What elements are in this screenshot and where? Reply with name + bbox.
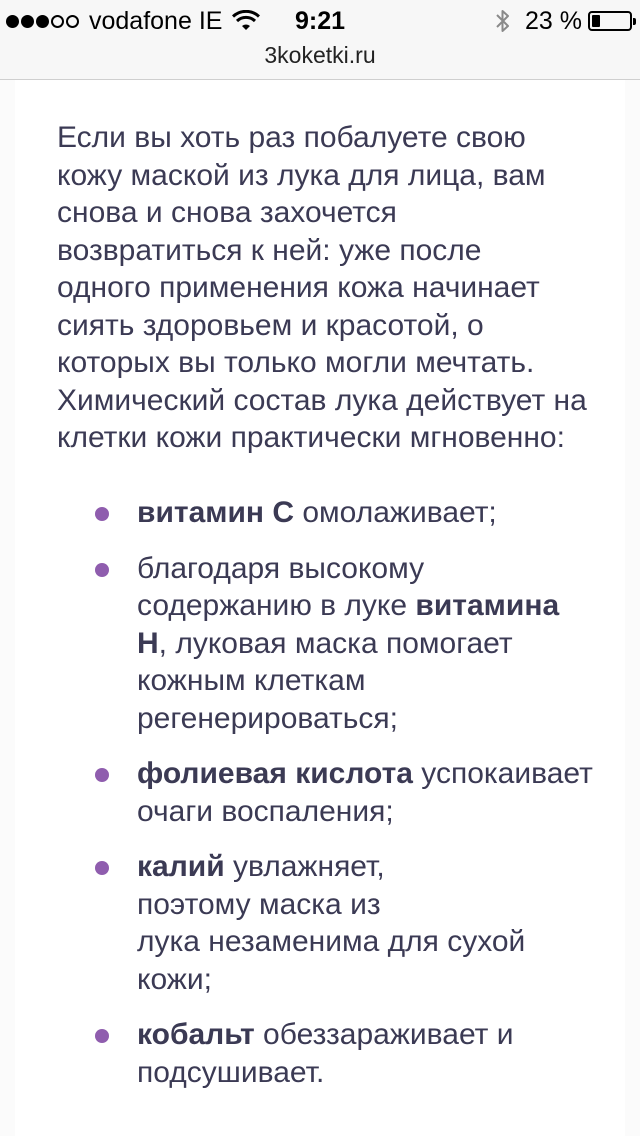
list-item-term: витамина <box>415 589 560 622</box>
page-content <box>0 80 640 1136</box>
intro-line: возвратиться к ней: уже после <box>57 233 482 267</box>
list-item-text: благодаря высокому <box>137 551 425 585</box>
list-item-text: лука незаменима для сухой <box>137 925 526 958</box>
bullet-marker-icon <box>95 507 109 521</box>
address-bar[interactable] <box>0 40 640 80</box>
bullet-marker-icon <box>95 861 109 875</box>
list-item-line <box>137 625 625 663</box>
list-item-text: очаги воспаления; <box>137 794 394 828</box>
intro-line: клетки кожи практически мгновенно: <box>57 421 565 454</box>
intro-line: кожу маской из лука для лица, вам <box>57 158 546 192</box>
list-item-term: фолиевая кислота <box>137 757 413 790</box>
bullet-marker-icon <box>95 563 109 577</box>
clock: 9:21 <box>294 7 346 35</box>
list-item-text: поэтому маска из <box>137 887 381 921</box>
list-item-text: увлажняет, <box>224 850 385 883</box>
bluetooth-icon <box>495 8 511 34</box>
list-item-vitamin-c <box>15 494 625 532</box>
list-item-cobalt <box>15 1016 625 1091</box>
battery-icon <box>588 11 632 31</box>
list-item-text: содержанию в луке <box>137 589 416 622</box>
list-item-potassium <box>15 848 625 998</box>
intro-line: которых вы только могли мечтать. <box>57 346 535 379</box>
list-item-text: обеззараживает и <box>254 1018 514 1051</box>
battery-level-fill <box>592 15 600 27</box>
list-item-line <box>137 1016 625 1054</box>
url-domain[interactable]: 3koketki.ru <box>264 42 376 68</box>
list-item-text: регенерироваться; <box>137 701 398 735</box>
list-item-line <box>137 848 625 886</box>
intro-line: снова и снова захочется <box>57 196 397 229</box>
intro-line: сиять здоровьем и красотой, о <box>57 308 484 342</box>
list-item-term: калий <box>137 850 225 883</box>
list-item-term: Н <box>137 626 159 660</box>
battery-percent: 23 % <box>525 6 582 35</box>
carrier-name: vodafone IE <box>89 6 223 35</box>
status-bar <box>0 0 640 40</box>
list-item-line <box>137 755 625 793</box>
list-item-text: , луковая маска помогает <box>158 626 513 660</box>
list-item-term: витамин С <box>137 496 295 529</box>
bullet-marker-icon <box>95 1029 109 1043</box>
list-item-text: кожи; <box>137 962 212 996</box>
list-item-line <box>137 494 625 532</box>
bullet-marker-icon <box>95 768 109 782</box>
list-item-text: омолаживает; <box>294 496 497 529</box>
list-item-folic-acid <box>15 755 625 830</box>
list-item-text: подсушивает. <box>137 1055 325 1089</box>
list-item-term: кобальт <box>137 1018 255 1051</box>
list-item-text: кожным клеткам <box>137 664 366 697</box>
intro-line: одного применения кожа начинает <box>57 271 540 304</box>
benefits-list <box>15 494 625 1091</box>
intro-line: Химический состав лука действует на <box>57 383 587 417</box>
status-right <box>495 7 632 35</box>
article-intro-paragraph <box>57 119 617 457</box>
list-item-text: успокаивает <box>412 757 593 790</box>
list-item-line <box>137 587 625 625</box>
intro-line: Если вы хоть раз побалуете свою <box>57 121 526 154</box>
article-card <box>15 80 625 1136</box>
list-item-vitamin-h <box>15 550 625 738</box>
